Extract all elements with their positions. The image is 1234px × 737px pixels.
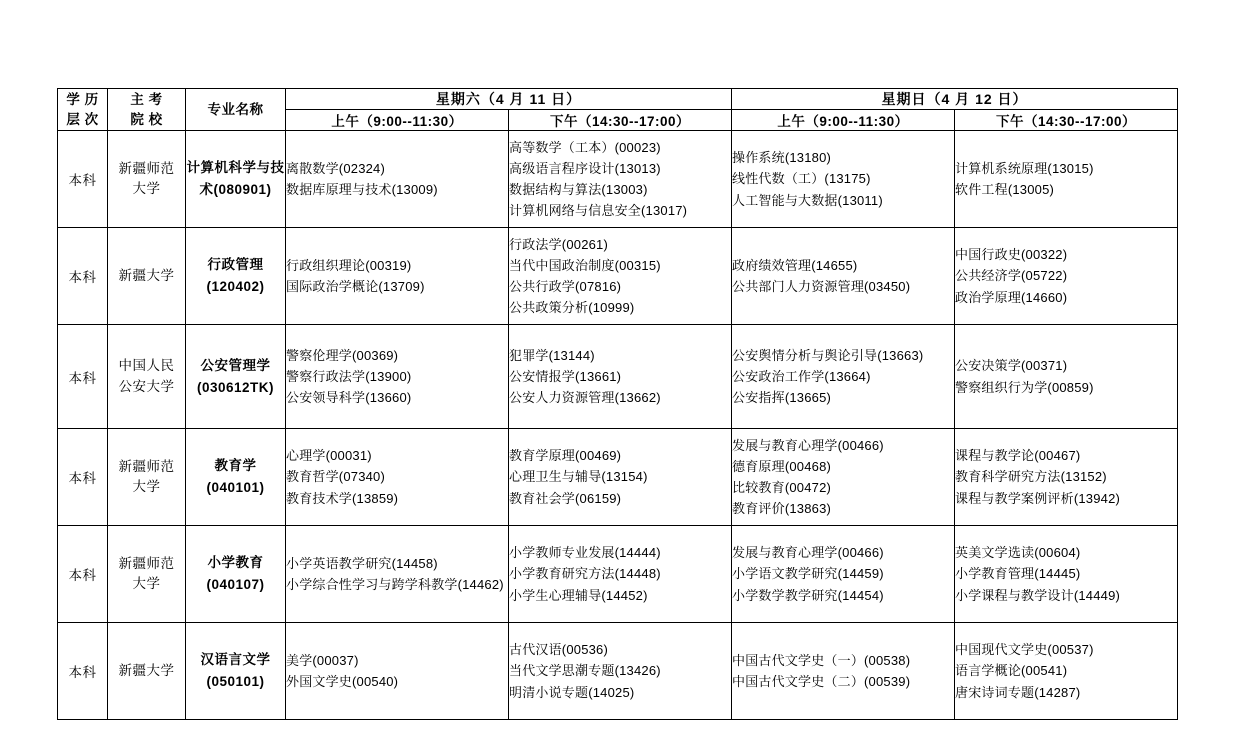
cell-courses-sat-pm: [509, 228, 732, 325]
cell-school: [108, 429, 186, 526]
column-header-saturday: 星期六（4 月 11 日）: [286, 89, 732, 110]
cell-major-name: 小学教育: [207, 555, 264, 571]
cell-level: 本科: [58, 325, 108, 429]
course-item: 心理学(00031): [286, 448, 372, 464]
course-item: 人工智能与大数据(13011): [732, 192, 883, 208]
course-item: 小学生心理辅导(14452): [509, 587, 648, 603]
course-item: 教育学原理(00469): [509, 448, 622, 464]
cell-courses-sun-pm: [955, 131, 1178, 228]
header-row-top: [58, 89, 1178, 110]
cell-courses-sun-am: [732, 131, 955, 228]
table-row: [58, 429, 1178, 526]
course-item: 小学数学教学研究(14454): [732, 587, 884, 603]
course-item: 国际政治学概论(13709): [286, 279, 425, 294]
cell-courses-sat-pm: [509, 526, 732, 623]
cell-courses-sat-am: [286, 325, 509, 429]
cell-major-name: 汉语言文学: [200, 652, 271, 668]
course-item: 课程与教学论(00467): [955, 448, 1081, 464]
table-row: [58, 623, 1178, 720]
table-header: [58, 89, 1178, 131]
cell-courses-sun-am: [732, 526, 955, 623]
course-item: 唐宋诗词专题(14287): [955, 684, 1081, 700]
cell-major: [186, 325, 286, 429]
course-item: 语言学概论(00541): [955, 663, 1068, 679]
cell-courses-sat-am: [286, 429, 509, 526]
cell-school: [108, 623, 186, 720]
cell-courses-sun-pm: [955, 623, 1178, 720]
course-item: 当代中国政治制度(00315): [509, 257, 661, 273]
cell-major: [186, 526, 286, 623]
cell-school: [108, 228, 186, 325]
cell-major-name: 公安管理学: [200, 357, 271, 373]
course-item: 警察组织行为学(00859): [955, 379, 1094, 395]
column-header-major: 专业名称: [186, 89, 286, 131]
course-item: 中国古代文学史（一）(00538): [732, 652, 911, 668]
course-item: 教育评价(13863): [732, 501, 832, 517]
course-item: 公安指挥(13665): [732, 390, 832, 406]
course-item: 操作系统(13180): [732, 150, 832, 166]
cell-courses-sat-pm: [509, 325, 732, 429]
cell-major: [186, 228, 286, 325]
course-item: 明清小说专题(14025): [509, 684, 635, 700]
cell-major: [186, 131, 286, 228]
cell-school-line2: 大学: [132, 479, 161, 494]
cell-level: 本科: [58, 623, 108, 720]
course-item: 高等数学（工本）(00023): [509, 139, 661, 155]
course-item: 教育技术学(13859): [286, 490, 399, 506]
cell-school-line1: 新疆师范: [118, 160, 175, 176]
table-row: [58, 325, 1178, 429]
course-item: 公共政策分析(10999): [509, 300, 635, 316]
cell-courses-sat-pm: [509, 131, 732, 228]
exam-schedule-container: [57, 88, 1177, 720]
cell-courses-sun-am: [732, 429, 955, 526]
course-item: 发展与教育心理学(00466): [732, 437, 884, 453]
cell-major-code: (040107): [206, 577, 265, 592]
cell-courses-sat-pm: [509, 429, 732, 526]
course-item: 小学综合性学习与跨学科教学(14462): [286, 577, 504, 592]
cell-courses-sat-am: [286, 228, 509, 325]
course-item: 公安人力资源管理(13662): [509, 390, 661, 406]
cell-major-code: (040101): [206, 480, 265, 495]
cell-courses-sun-pm: [955, 526, 1178, 623]
cell-courses-sun-pm: [955, 325, 1178, 429]
course-item: 公共部门人力资源管理(03450): [732, 279, 911, 294]
cell-courses-sun-am: [732, 623, 955, 720]
course-item: 政治学原理(14660): [955, 289, 1068, 305]
cell-major-code: (030612TK): [196, 379, 275, 395]
course-item: 英美文学选读(00604): [955, 545, 1081, 561]
cell-school-line1: 中国人民: [118, 358, 175, 374]
course-item: 高级语言程序设计(13013): [509, 160, 661, 176]
column-header-level: [58, 89, 108, 131]
cell-courses-sat-am: [286, 131, 509, 228]
course-item: 行政法学(00261): [509, 236, 609, 252]
cell-school-line1: 新疆大学: [118, 662, 175, 678]
column-header-sat-morning: 上午（9:00--11:30）: [286, 110, 509, 131]
course-item: 离散数学(02324): [286, 160, 386, 176]
course-item: 计算机网络与信息安全(13017): [509, 203, 688, 219]
cell-courses-sat-am: [286, 623, 509, 720]
course-item: 犯罪学(13144): [509, 347, 595, 363]
course-item: 行政组织理论(00319): [286, 257, 412, 273]
column-header-sun-afternoon: 下午（14:30--17:00）: [955, 110, 1178, 131]
course-item: 公安政治工作学(13664): [732, 368, 871, 384]
course-item: 小学英语教学研究(14458): [286, 555, 438, 571]
cell-major-name: 教育学: [214, 458, 257, 474]
cell-courses-sun-pm: [955, 429, 1178, 526]
cell-major-code: (050101): [206, 674, 265, 689]
course-item: 警察行政法学(13900): [286, 368, 412, 384]
course-item: 德育原理(00468): [732, 458, 832, 474]
course-item: 心理卫生与辅导(13154): [509, 469, 648, 485]
column-header-school-line1: 主 考: [130, 91, 163, 107]
course-item: 公安舆情分析与舆论引导(13663): [732, 347, 924, 363]
exam-schedule-table: [57, 88, 1178, 720]
course-item: 小学教师专业发展(14444): [509, 545, 661, 561]
column-header-level-line1: 学 历: [66, 91, 99, 107]
course-item: 公安决策学(00371): [955, 358, 1068, 374]
table-body: [58, 131, 1178, 720]
course-item: 美学(00037): [286, 652, 359, 668]
cell-school-line2: 大学: [132, 181, 161, 196]
course-item: 教育科学研究方法(13152): [955, 469, 1107, 485]
cell-major: [186, 623, 286, 720]
cell-level: 本科: [58, 429, 108, 526]
course-item: 公共行政学(07816): [509, 279, 622, 294]
course-item: 教育社会学(06159): [509, 490, 622, 506]
cell-major-name: 行政管理: [207, 257, 264, 273]
table-row: [58, 131, 1178, 228]
cell-school: [108, 325, 186, 429]
course-item: 警察伦理学(00369): [286, 347, 399, 363]
course-item: 公安领导科学(13660): [286, 390, 412, 406]
cell-school-line1: 新疆师范: [118, 555, 175, 571]
course-item: 课程与教学案例评析(13942): [955, 490, 1121, 506]
table-row: [58, 228, 1178, 325]
course-item: 中国古代文学史（二）(00539): [732, 674, 911, 689]
cell-level: 本科: [58, 526, 108, 623]
cell-school: [108, 526, 186, 623]
course-item: 比较教育(00472): [732, 480, 832, 495]
course-item: 当代文学思潮专题(13426): [509, 663, 661, 679]
cell-courses-sun-pm: [955, 228, 1178, 325]
course-item: 政府绩效管理(14655): [732, 257, 858, 273]
table-row: [58, 526, 1178, 623]
course-item: 公安情报学(13661): [509, 368, 622, 384]
course-item: 软件工程(13005): [955, 182, 1055, 197]
cell-school-line1: 新疆大学: [118, 267, 175, 283]
cell-school-line2: 公安大学: [118, 378, 175, 394]
course-item: 小学教育研究方法(14448): [509, 566, 661, 582]
cell-courses-sat-pm: [509, 623, 732, 720]
column-header-school: [108, 89, 186, 131]
course-item: 古代汉语(00536): [509, 642, 609, 658]
course-item: 发展与教育心理学(00466): [732, 545, 884, 561]
course-item: 中国行政史(00322): [955, 247, 1068, 263]
course-item: 数据结构与算法(13003): [509, 182, 648, 197]
course-item: 数据库原理与技术(13009): [286, 182, 438, 197]
cell-major-name: 计算机科学与技: [186, 160, 285, 176]
column-header-sat-afternoon: 下午（14:30--17:00）: [509, 110, 732, 131]
cell-courses-sun-am: [732, 228, 955, 325]
cell-school: [108, 131, 186, 228]
column-header-sun-morning: 上午（9:00--11:30）: [732, 110, 955, 131]
cell-school-line2: 大学: [132, 576, 161, 591]
cell-level: 本科: [58, 228, 108, 325]
cell-major: [186, 429, 286, 526]
course-item: 外国文学史(00540): [286, 674, 399, 689]
column-header-level-line2: 层 次: [66, 111, 99, 127]
course-item: 中国现代文学史(00537): [955, 642, 1094, 658]
course-item: 计算机系统原理(13015): [955, 160, 1094, 176]
course-item: 小学课程与教学设计(14449): [955, 587, 1121, 603]
course-item: 小学语文教学研究(14459): [732, 566, 884, 582]
course-item: 小学教育管理(14445): [955, 566, 1081, 582]
cell-level: 本科: [58, 131, 108, 228]
cell-major-code: (120402): [206, 279, 265, 294]
cell-school-line1: 新疆师范: [118, 458, 175, 474]
course-item: 公共经济学(05722): [955, 268, 1068, 284]
course-item: 线性代数（工）(13175): [732, 171, 871, 187]
cell-courses-sun-am: [732, 325, 955, 429]
column-header-sunday: 星期日（4 月 12 日）: [732, 89, 1178, 110]
cell-major-code: 术(080901): [199, 182, 272, 197]
cell-courses-sat-am: [286, 526, 509, 623]
course-item: 教育哲学(07340): [286, 469, 386, 485]
column-header-school-line2: 院 校: [130, 111, 163, 127]
